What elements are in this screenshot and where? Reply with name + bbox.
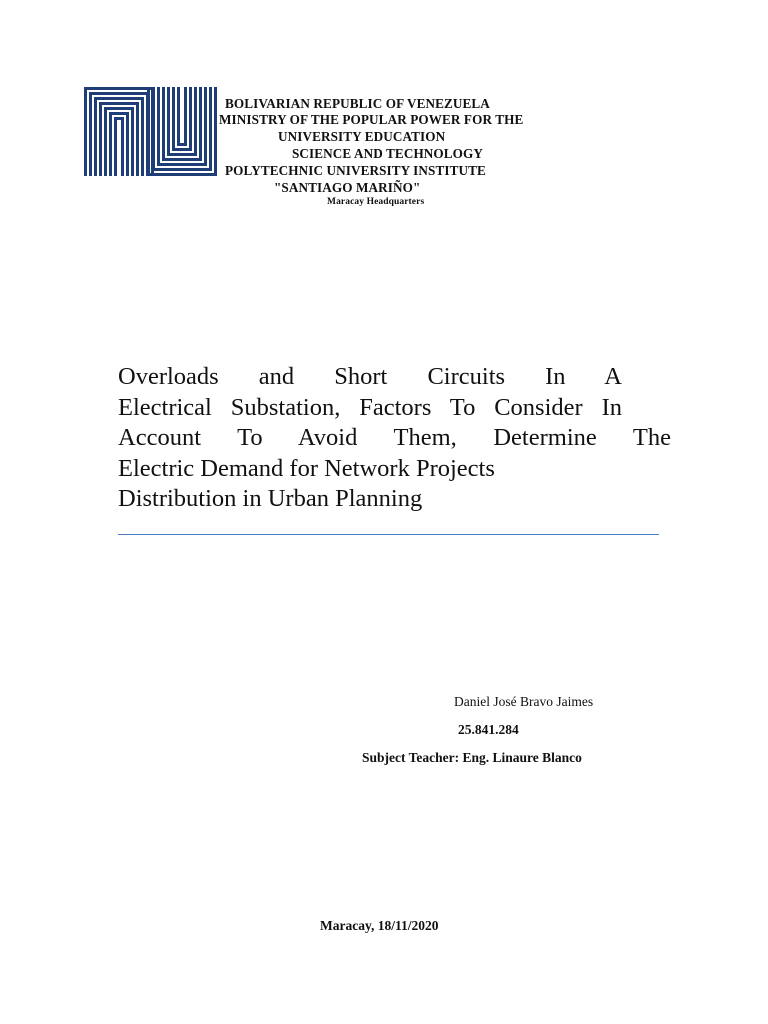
author-name: Daniel José Bravo Jaimes bbox=[454, 694, 594, 709]
author-id: 25.841.284 bbox=[458, 722, 519, 737]
title-line: Electric Demand for Network Projects bbox=[118, 454, 495, 482]
title-underline bbox=[118, 534, 659, 535]
title-line: Distribution in Urban Planning bbox=[118, 485, 423, 512]
title-line: Account To Avoid Them, Determine The bbox=[118, 424, 671, 451]
header-country: BOLIVARIAN REPUBLIC OF VENEZUELA bbox=[225, 96, 490, 111]
title-line: Electrical Substation, Factors To Consider In bbox=[118, 393, 622, 421]
title-line: Overloads and Short Circuits In A bbox=[118, 363, 622, 390]
document-title bbox=[118, 362, 671, 515]
iutsm-logo-icon bbox=[84, 87, 217, 176]
header-institute-name: "SANTIAGO MARIÑO" bbox=[274, 180, 421, 195]
header-institute: POLYTECHNIC UNIVERSITY INSTITUTE bbox=[225, 163, 486, 178]
header-ministry: MINISTRY OF THE POPULAR POWER FOR THE bbox=[219, 112, 524, 127]
subject-teacher: Subject Teacher: Eng. Linaure Blanco bbox=[362, 750, 582, 765]
header-science-technology: SCIENCE AND TECHNOLOGY bbox=[292, 146, 484, 161]
place-date: Maracay, 18/11/2020 bbox=[320, 918, 439, 933]
header-headquarters: Maracay Headquarters bbox=[327, 197, 425, 207]
header-university-education: UNIVERSITY EDUCATION bbox=[278, 129, 446, 144]
